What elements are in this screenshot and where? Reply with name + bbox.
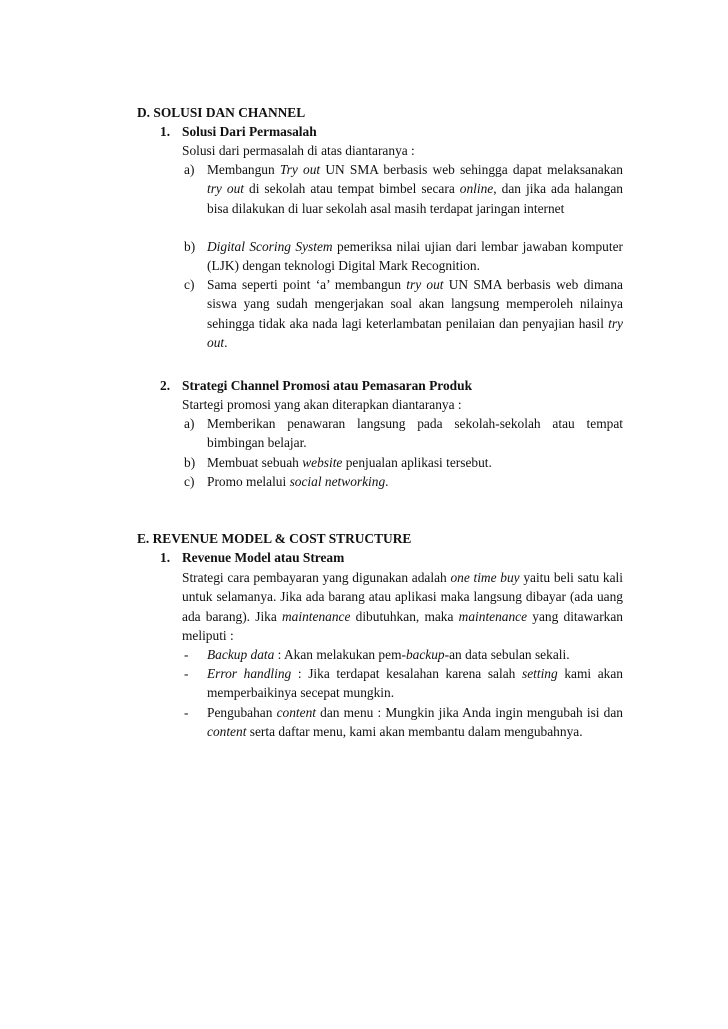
italic-text: Backup data bbox=[207, 647, 275, 662]
text-run: Sama seperti point ‘a’ membangun bbox=[207, 277, 407, 292]
italic-text: try out bbox=[207, 181, 244, 197]
italic-text: try out bbox=[406, 277, 444, 292]
italic-text: try out bbox=[207, 315, 623, 350]
list-item bbox=[207, 453, 623, 472]
text-run: UN SMA berbasis web dimana siswa yang sudah mengerjakan soal akan langsung memperoleh nilainya sehingga tidak aka nada lagi keterlambatan penilaian dan penyajian hasil bbox=[207, 277, 623, 331]
text-run: -an data sebulan sekali. bbox=[444, 647, 570, 662]
section-d-sub2-title: Strategi Channel Promosi atau Pemasaran Produk bbox=[182, 378, 473, 393]
list-marker: - bbox=[184, 705, 189, 720]
section-e-paragraph bbox=[182, 568, 623, 645]
italic-text: maintenance bbox=[458, 608, 528, 624]
text-run: UN SMA berbasis web sehingga dapat melaksanakan bbox=[320, 162, 623, 177]
section-d-sub1-number: 1. bbox=[160, 124, 171, 139]
section-d-sub1-title: Solusi Dari Permasalah bbox=[182, 124, 317, 139]
text-run: yang ditawarkan meliputi : bbox=[182, 608, 624, 643]
italic-text: backup bbox=[405, 647, 445, 662]
italic-text: online bbox=[459, 181, 494, 197]
list-item bbox=[207, 414, 623, 453]
italic-text: setting bbox=[521, 666, 558, 681]
text-run: : Akan melakukan pem- bbox=[274, 647, 406, 662]
list-marker: a) bbox=[184, 416, 195, 431]
text-run: . bbox=[224, 334, 228, 350]
list-item bbox=[207, 472, 623, 491]
italic-text: content bbox=[207, 724, 247, 740]
list-marker: b) bbox=[184, 455, 196, 470]
text-run: Membuat sebuah bbox=[207, 455, 303, 470]
italic-text: Digital Scoring System bbox=[207, 239, 333, 254]
text-run: pemeriksa nilai ujian dari lembar jawaban komputer (LJK) dengan teknologi Digital Mark Recognition. bbox=[207, 239, 623, 274]
text-run: Membangun bbox=[207, 162, 280, 177]
list-item bbox=[207, 645, 623, 664]
list-marker: a) bbox=[184, 162, 195, 177]
text-run: , dan jika ada halangan bisa dilakukan di luar sekolah asal masih terdapat jaringan internet bbox=[207, 181, 623, 216]
list-marker: - bbox=[184, 647, 189, 662]
section-d-sub1-intro: Solusi dari permasalah di atas diantaranya : bbox=[182, 143, 415, 158]
list-item bbox=[207, 703, 623, 742]
section-d-heading: D. SOLUSI DAN CHANNEL bbox=[137, 105, 306, 120]
list-marker: b) bbox=[184, 239, 196, 254]
section-e-sub1-number: 1. bbox=[160, 550, 171, 565]
section-d-sub2-intro: Startegi promosi yang akan diterapkan diantaranya : bbox=[182, 397, 462, 412]
text-run: : Jika terdapat kesalahan karena salah bbox=[291, 666, 522, 681]
list-item bbox=[207, 664, 623, 703]
text-run: serta daftar menu, kami akan membantu dalam mengubahnya. bbox=[246, 724, 583, 740]
list-item bbox=[207, 275, 623, 352]
text-run: penjualan aplikasi tersebut. bbox=[342, 455, 492, 470]
italic-text: Try out bbox=[279, 162, 321, 177]
italic-text: maintenance bbox=[282, 608, 351, 624]
list-marker: c) bbox=[184, 277, 195, 292]
text-run: dan menu : Mungkin jika Anda ingin mengubah isi dan bbox=[316, 705, 623, 720]
text-run: yaitu beli satu kali untuk selamanya. Jika ada barang atau aplikasi maka langsung dibayar (ada uang ada barang). Jika bbox=[182, 570, 623, 624]
section-e-sub1-title: Revenue Model atau Stream bbox=[182, 550, 345, 565]
italic-text: Error handling bbox=[207, 666, 292, 681]
list-item bbox=[207, 160, 623, 218]
list-marker: - bbox=[184, 666, 189, 681]
text-run: Strategi cara pembayaran yang digunakan adalah bbox=[182, 570, 451, 585]
text-run: Memberikan penawaran langsung pada sekolah-sekolah atau tempat bimbingan belajar. bbox=[207, 416, 623, 451]
italic-text: social networking bbox=[289, 474, 386, 489]
list-marker: c) bbox=[184, 474, 195, 489]
text-run: . bbox=[385, 474, 389, 489]
section-d-sub2-number: 2. bbox=[160, 378, 171, 393]
italic-text: content bbox=[276, 705, 317, 720]
italic-text: website bbox=[302, 455, 343, 470]
text-run: dibutuhkan, maka bbox=[350, 608, 459, 624]
text-run: di sekolah atau tempat bimbel secara bbox=[244, 181, 460, 197]
italic-text: one time buy bbox=[450, 570, 520, 585]
text-run: Promo melalui bbox=[207, 474, 290, 489]
list-item bbox=[207, 237, 623, 276]
text-run: Pengubahan bbox=[207, 705, 277, 720]
section-e-heading: E. REVENUE MODEL & COST STRUCTURE bbox=[137, 531, 412, 546]
text-run: kami akan memperbaikinya secepat mungkin. bbox=[207, 666, 623, 701]
